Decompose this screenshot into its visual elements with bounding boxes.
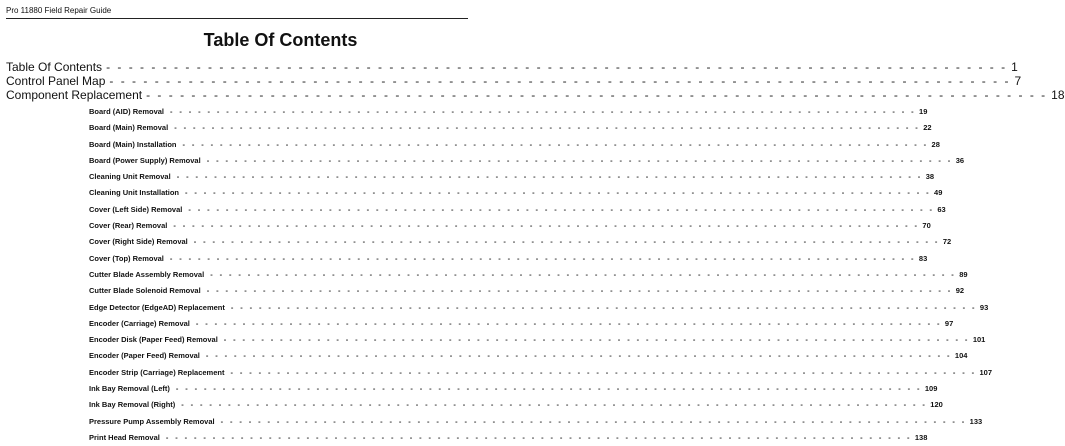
toc-sub-entry[interactable] bbox=[89, 202, 946, 218]
toc-sub-entry[interactable] bbox=[89, 120, 932, 136]
toc-sub-entry[interactable] bbox=[89, 300, 989, 316]
toc-page-number: 1 bbox=[1011, 60, 1018, 74]
dot-leader: - - - - - - - - - - - - - - - - - - - - - - - - - - - - - - - - - - - - - - - - - - - - - - - - - - - - - - - - - - - - - - - - - - - - - - - - - - - - - - - - bbox=[206, 286, 953, 296]
toc-sub-list bbox=[89, 104, 993, 446]
toc-sub-entry[interactable] bbox=[89, 414, 983, 430]
toc-sub-entry[interactable] bbox=[89, 381, 938, 397]
toc-entry-label: Cleaning Unit Installation bbox=[89, 188, 180, 198]
dot-leader: - - - - - - - - - - - - - - - - - - - - - - - - - - - - - - - - - - - - - - - - - - - - - - - - - - - - - - - - - - - - - - - - - - - - - - - - - - - - - - - - bbox=[223, 335, 970, 345]
toc-page-number: 38 bbox=[925, 172, 935, 182]
dot-leader: - - - - - - - - - - - - - - - - - - - - - - - - - - - - - - - - - - - - - - - - - - - - - - - - - - - - - - - - - - - - - - - - - - - - - - - - - - - - - - - - bbox=[210, 269, 957, 279]
dot-leader: - - - - - - - - - - - - - - - - - - - - - - - - - - - - - - - - - - - - - - - - - - - - - - - - - - - - - - - - - - - - - - - - - - - - - - - - - - - - - - - - bbox=[174, 123, 921, 133]
toc-entry-label: Cutter Blade Assembly Removal bbox=[89, 269, 205, 279]
toc-entry-label: Pressure Pump Assembly Removal bbox=[89, 416, 215, 426]
dot-leader: - - - - - - - - - - - - - - - - - - - - - - - - - - - - - - - - - - - - - - - - - - - - - - - - - - - - - - - - - - - - - - - - - - - - - - - - - - - - - - - - bbox=[181, 400, 928, 410]
dot-leader: - - - - - - - - - - - - - - - - - - - - - - - - - - - - - - - - - - - - - - - - - - - - - - - - - - - - - - - - - - - - - - - - - - - - - - - - - - - - - - - - bbox=[165, 432, 912, 442]
toc-page-number: 101 bbox=[972, 335, 986, 345]
toc-entry-label: Board (AID) Removal bbox=[89, 107, 165, 116]
dot-leader: - - - - - - - - - - - - - - - - - - - - - - - - - - - - - - - - - - - - - - - - - - - - - - - - - - - - - - - - - - - - - - - - - - - - - - - - - - - - - - - - bbox=[182, 139, 929, 149]
toc-sub-entry[interactable] bbox=[89, 185, 943, 201]
dot-leader: - - - - - - - - - - - - - - - - - - - - - - - - - - - - - - - - - - - - - - - - - - - - - - - - - - - - - - - - - - - - - - - - - - - - - - - - - - - - - - - - bbox=[195, 318, 942, 328]
toc-sub-entry[interactable] bbox=[89, 234, 952, 250]
toc-page-number: 28 bbox=[931, 139, 940, 149]
toc-page-number: 70 bbox=[922, 221, 931, 231]
toc-entry-label: Encoder (Carriage) Removal bbox=[89, 318, 190, 328]
toc-sub-entry[interactable] bbox=[89, 267, 968, 283]
toc-entry-label: Cover (Left Side) Removal bbox=[89, 204, 183, 214]
toc-entry-label: Cover (Rear) Removal bbox=[89, 221, 168, 231]
toc-page-number: 109 bbox=[924, 384, 938, 394]
dot-leader: - - - - - - - - - - - - - - - - - - - - - - - - - - - - - - - - - - - - - - - - - - - - - - - - - - - - - - - - - - - - - - - - - - - - - - - - - - - - - - - - bbox=[176, 172, 923, 182]
toc-entry-label: Cover (Right Side) Removal bbox=[89, 237, 188, 247]
toc-entry-label: Board (Power Supply) Removal bbox=[89, 155, 201, 165]
dot-leader: - - - - - - - - - - - - - - - - - - - - - - - - - - - - - - - - - - - - - - - - - - - - - - - - - - - - - - - - - - - - - - - - - - - - - - - - - - - - - - - - bbox=[230, 367, 977, 377]
toc-page-number: 104 bbox=[954, 351, 968, 361]
toc-sub-entry[interactable] bbox=[89, 365, 993, 381]
toc-page-number: 49 bbox=[934, 188, 943, 198]
page-title: Table Of Contents bbox=[203, 30, 358, 50]
toc-page-number: 36 bbox=[955, 155, 965, 165]
dot-leader: - - - - - - - - - - - - - - - - - - - - - - - - - - - - - - - - - - - - - - - - - - - - - - - - - - - - - - - - - - - - - - - - - - - - - - - - - - - - - - - - bbox=[173, 221, 920, 231]
toc-entry-label: Cleaning Unit Removal bbox=[89, 172, 171, 182]
toc-page-number: 22 bbox=[923, 123, 932, 133]
toc-sub-entry[interactable] bbox=[89, 316, 954, 332]
toc-sub-entry[interactable] bbox=[89, 251, 928, 267]
dot-leader: - - - - - - - - - - - - - - - - - - - - - - - - - - - - - - - - - - - - - - - - - - - - - - - - - - - - - - - - - - - - - - - - - - - - - - - - - - - - - - - - bbox=[193, 237, 940, 247]
dot-leader: - - - - - - - - - - - - - - - - - - - - - - - - - - - - - - - - - - - - - - - - - - - - - - - - - - - - - - - - - - - - - - - - - - - - - - - - - - - - - - - - bbox=[230, 302, 977, 312]
toc-page-number: 18 bbox=[1051, 88, 1065, 102]
toc-page-number: 19 bbox=[919, 107, 928, 116]
toc-sub-entry[interactable] bbox=[89, 137, 940, 153]
toc-sub-entry[interactable] bbox=[89, 153, 965, 169]
toc-entry-label: Board (Main) Installation bbox=[89, 139, 177, 149]
dot-leader: - - - - - - - - - - - - - - - - - - - - - - - - - - - - - - - - - - - - - - - - - - - - - - - - - - - - - - - - - - - - - - - - - - - - - - - - - - - - - - - - bbox=[146, 88, 1048, 102]
toc-main-entry[interactable] bbox=[6, 88, 1065, 102]
dot-leader: - - - - - - - - - - - - - - - - - - - - - - - - - - - - - - - - - - - - - - - - - - - - - - - - - - - - - - - - - - - - - - - - - - - - - - - - - - - - - - - - bbox=[188, 204, 935, 214]
running-header: Pro 11880 Field Repair Guide bbox=[6, 6, 468, 19]
dot-leader: - - - - - - - - - - - - - - - - - - - - - - - - - - - - - - - - - - - - - - - - - - - - - - - - - - - - - - - - - - - - - - - - - - - - - - - - - - - - - - - - bbox=[220, 416, 967, 426]
toc-sub-entry[interactable] bbox=[89, 348, 968, 364]
toc-entry-label: Board (Main) Removal bbox=[89, 123, 169, 133]
dot-leader: - - - - - - - - - - - - - - - - - - - - - - - - - - - - - - - - - - - - - - - - - - - - - - - - - - - - - - - - - - - - - - - - - - - - - - - - - - - - - - - - bbox=[109, 74, 1011, 88]
dot-leader: - - - - - - - - - - - - - - - - - - - - - - - - - - - - - - - - - - - - - - - - - - - - - - - - - - - - - - - - - - - - - - - - - - - - - - - - - - - - - - - - bbox=[205, 351, 952, 361]
toc-page-number: 138 bbox=[914, 432, 928, 442]
toc-entry-label: Encoder Strip (Carriage) Replacement bbox=[89, 367, 225, 377]
dot-leader: - - - - - - - - - - - - - - - - - - - - - - - - - - - - - - - - - - - - - - - - - - - - - - - - - - - - - - - - - - - - - - - - - - - - - - - - - - - - - - - - bbox=[206, 155, 953, 165]
toc-page-number: 83 bbox=[918, 253, 928, 263]
toc-entry-label: Encoder (Paper Feed) Removal bbox=[89, 351, 200, 361]
toc-page-number: 120 bbox=[930, 400, 943, 410]
toc-entry-label: Component Replacement bbox=[6, 88, 143, 102]
toc-entry-label: Print Head Removal bbox=[89, 432, 160, 442]
dot-leader: - - - - - - - - - - - - - - - - - - - - - - - - - - - - - - - - - - - - - - - - - - - - - - - - - - - - - - - - - - - - - - - - - - - - - - - - - - - - - - - - bbox=[175, 384, 922, 394]
toc-page-number: 93 bbox=[979, 302, 989, 312]
toc-entry-label: Control Panel Map bbox=[6, 74, 106, 88]
dot-leader: - - - - - - - - - - - - - - - - - - - - - - - - - - - - - - - - - - - - - - - - - - - - - - - - - - - - - - - - - - - - - - - - - - - - - - - - - - - - - - - - bbox=[170, 107, 917, 116]
toc-page-number: 92 bbox=[955, 286, 965, 296]
toc-sub-entry[interactable] bbox=[89, 283, 965, 299]
toc-sub-entry[interactable] bbox=[89, 218, 931, 234]
toc-main-entry[interactable] bbox=[6, 74, 1022, 88]
toc-page-number: 63 bbox=[937, 204, 946, 214]
dot-leader: - - - - - - - - - - - - - - - - - - - - - - - - - - - - - - - - - - - - - - - - - - - - - - - - - - - - - - - - - - - - - - - - - - - - - - - - - - - - - - - - bbox=[169, 253, 916, 263]
toc-entry-label: Cutter Blade Solenoid Removal bbox=[89, 286, 201, 296]
toc-sub-entry[interactable] bbox=[89, 397, 943, 413]
toc-sub-entry[interactable] bbox=[89, 104, 928, 120]
toc-entry-label: Edge Detector (EdgeAD) Replacement bbox=[89, 302, 225, 312]
toc-entry-label: Cover (Top) Removal bbox=[89, 253, 164, 263]
toc-sub-entry[interactable] bbox=[89, 332, 986, 348]
toc-page-number: 89 bbox=[959, 269, 968, 279]
toc-page-number: 133 bbox=[969, 416, 983, 426]
toc-entry-label: Ink Bay Removal (Right) bbox=[89, 400, 176, 410]
toc-main-entry[interactable] bbox=[6, 60, 1018, 74]
toc-page-number: 72 bbox=[942, 237, 952, 247]
dot-leader: - - - - - - - - - - - - - - - - - - - - - - - - - - - - - - - - - - - - - - - - - - - - - - - - - - - - - - - - - - - - - - - - - - - - - - - - - - - - - - - - bbox=[106, 60, 1008, 74]
toc-sub-entry[interactable] bbox=[89, 169, 935, 185]
toc-page-number: 107 bbox=[979, 367, 993, 377]
dot-leader: - - - - - - - - - - - - - - - - - - - - - - - - - - - - - - - - - - - - - - - - - - - - - - - - - - - - - - - - - - - - - - - - - - - - - - - - - - - - - - - - bbox=[185, 188, 932, 198]
toc-entry-label: Ink Bay Removal (Left) bbox=[89, 384, 170, 394]
toc-sub-entry[interactable] bbox=[89, 430, 928, 446]
toc-entry-label: Encoder Disk (Paper Feed) Removal bbox=[89, 335, 218, 345]
toc-page-number: 7 bbox=[1014, 74, 1022, 88]
toc-page-number: 97 bbox=[944, 318, 954, 328]
toc-entry-label: Table Of Contents bbox=[6, 60, 103, 74]
